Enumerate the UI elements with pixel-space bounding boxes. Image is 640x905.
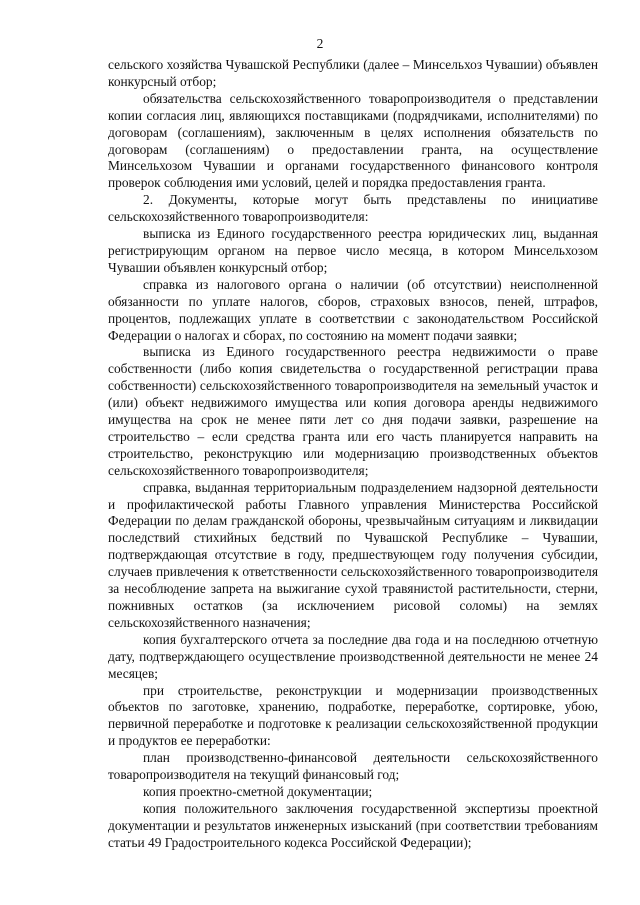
paragraph-fire-supervision-certificate: справка, выданная территориальным подразделением надзорной деятельности и профилактической работы Главного управления Министерства Российской Федерации по делам гражданской обороны, чрезвычайным ситуациям и ликвидации последствий стихийных бедствий по Чувашской Республике – Чувашии, подтверждающая отсутствие в году, предшествующем году получения субсидии, случаев привлечения к ответственности сельскохозяйственного товаропроизводителя за несоблюдение запрета на выжигание сухой травянистой растительности, стерни, пожнивных остатков (за исключением рисовой соломы) на землях сельскохозяйственного назначения; — [108, 479, 598, 630]
page-number: 2 — [316, 36, 324, 51]
paragraph-construction-intro: при строительстве, реконструкции и модернизации производственных объектов по заготовке, хранению, подработке, переработке, сортировке, убою, первичной переработке и подготовке к реализации сельскохозяйственной продукции и продуктов ее переработки: — [108, 682, 598, 749]
document-body — [108, 57, 598, 852]
paragraph-obligation: обязательства сельскохозяйственного товаропроизводителя о представлении копии согласия лиц, являющихся поставщиками (подрядчиками, исполнителями) по договорам (соглашениям), заключенным в целях исполнения обязательств по договорам (соглашениям) о предоставлении гранта, на осуществление Минсельхозом Чувашии и органами государственного финансового контроля проверок соблюдения ими условий, целей и порядка предоставления гранта. — [108, 90, 598, 191]
paragraph-accounting-report: копия бухгалтерского отчета за последние два года и на последнюю отчетную дату, подтверждающего осуществление производственной деятельности не менее 24 месяцев; — [108, 631, 598, 681]
paragraph-section-2-heading: 2. Документы, которые могут быть представлены по инициативе сельскохозяйственного товаропроизводителя: — [108, 192, 598, 225]
paragraph-egrul-extract: выписка из Единого государственного реестра юридических лиц, выданная регистрирующим органом на первое число месяца, в котором Минсельхозом Чувашии объявлен конкурсный отбор; — [108, 226, 598, 275]
paragraph-egrn-extract: выписка из Единого государственного реестра недвижимости о праве собственности (либо копия свидетельства о государственной регистрации права собственности) сельскохозяйственного товаропроизводителя на земельный участок и (или) объект недвижимого имущества или копия договора аренды недвижимого имущества на срок не менее пяти лет со дня подачи заявки, разрешение на строительство – если средства гранта или его часть планируется направить на строительство, реконструкцию или модернизацию производственных объектов сельскохозяйственного товаропроизводителя; — [108, 344, 598, 478]
paragraph-state-expertise: копия положительного заключения государственной экспертизы проектной документации и результатов инженерных изысканий (при соответствии требованиям статьи 49 Градостроительного кодекса Российской Федерации); — [108, 800, 598, 850]
paragraph-design-documentation: копия проектно-сметной документации; — [143, 783, 373, 799]
paragraph-continuation: сельского хозяйства Чувашской Республики (далее – Минсельхоз Чувашии) объявлен конкурсный отбор; — [108, 57, 598, 89]
paragraph-tax-certificate: справка из налогового органа о наличии (об отсутствии) неисполненной обязанности по уплате налогов, сборов, страховых взносов, пеней, штрафов, процентов, подлежащих уплате в соответствии с законодательством Российской Федерации о налогах и сборах, по состоянию на момент подачи заявки; — [108, 276, 598, 343]
paragraph-financial-plan: план производственно-финансовой деятельности сельскохозяйственного товаропроизводителя на текущий финансовый год; — [108, 750, 598, 783]
